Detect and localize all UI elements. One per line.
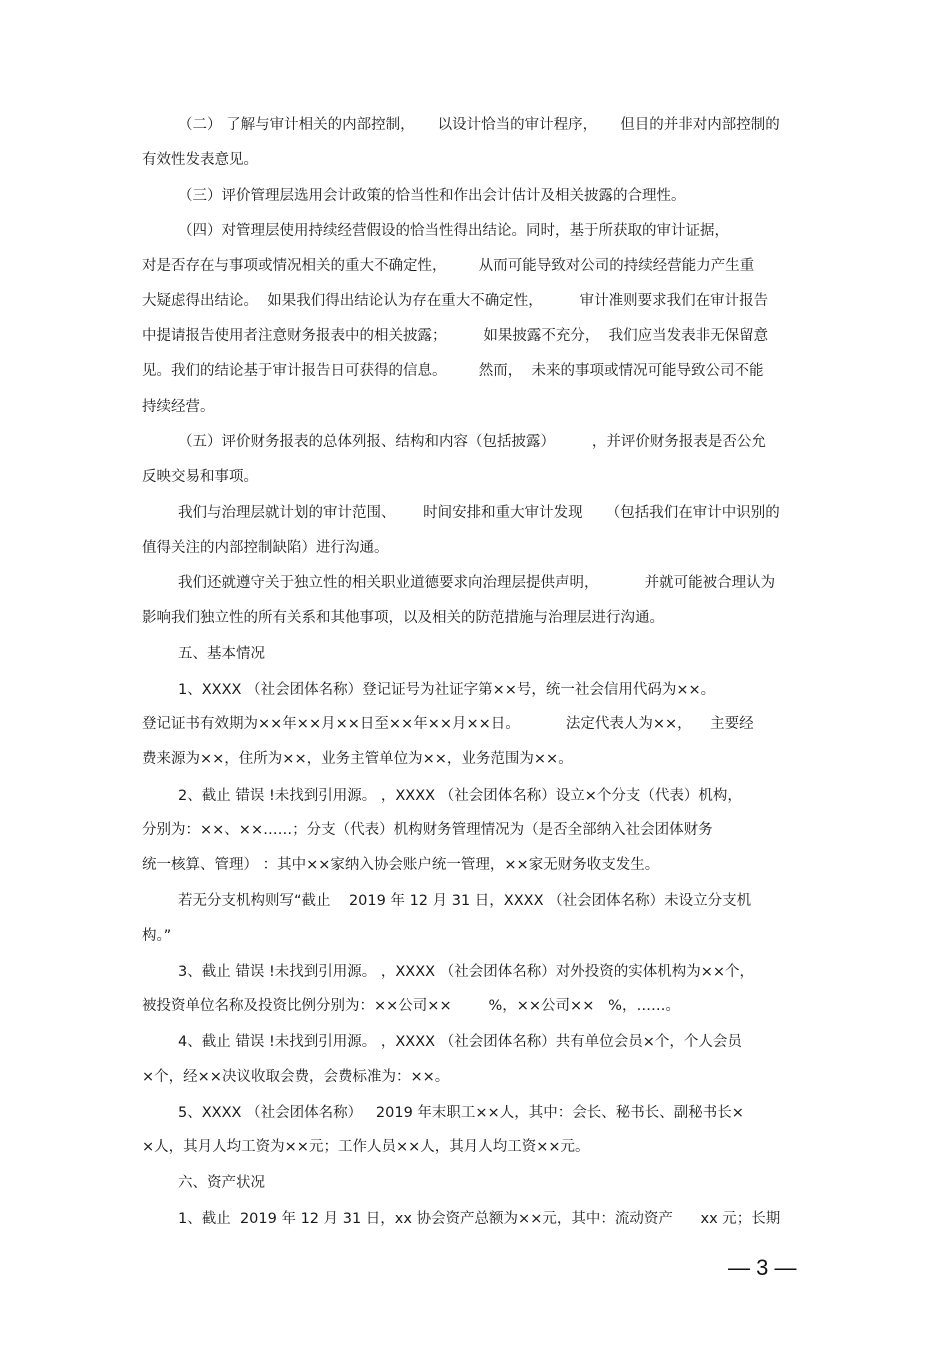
text-line: 若无分支机构则写“截止 2019 年 12 月 31 日，XXXX （社会团体名称）未设立分支机 <box>178 893 752 909</box>
text-line: 见。我们的结论基于审计报告日可获得的信息。 然而， 未来的事项或情况可能导致公司不能 <box>142 363 764 379</box>
text-line: 我们与治理层就计划的审计范围、 时间安排和重大审计发现 （包括我们在审计中识别的 <box>178 505 780 521</box>
text-line: 5、XXXX （社会团体名称） 2019 年末职工××人，其中：会长、秘书长、副秘书长× <box>178 1105 744 1121</box>
text-line: 1、截止 2019 年 12 月 31 日，xx 协会资产总额为××元，其中：流动资产 xx 元；长期 <box>178 1211 781 1227</box>
text-line: ×个，经××决议收取会费，会费标准为：××。 <box>142 1069 450 1085</box>
text-line: 有效性发表意见。 <box>142 152 258 168</box>
text-line: （二） 了解与审计相关的内部控制， 以设计恰当的审计程序， 但目的并非对内部控制的 <box>178 117 780 133</box>
text-line: 3、截止 错误 !未找到引用源。 ，XXXX （社会团体名称）对外投资的实体机构为××个， <box>178 964 755 980</box>
text-line: 费来源为××，住所为××，业务主管单位为××，业务范围为××。 <box>142 751 573 767</box>
text-line: 反映交易和事项。 <box>142 469 258 485</box>
page-number: — 3 — <box>728 1255 797 1280</box>
text-line: 值得关注的内部控制缺陷）进行沟通。 <box>142 540 389 556</box>
text-line: （五）评价财务报表的总体列报、结构和内容（包括披露） ，并评价财务报表是否公允 <box>178 434 766 450</box>
text-line: 对是否存在与事项或情况相关的重大不确定性， 从而可能导致对公司的持续经营能力产生重 <box>142 258 755 274</box>
text-line: 大疑虑得出结论。 如果我们得出结论认为存在重大不确定性， 审计准则要求我们在审计报告 <box>142 293 769 309</box>
text-line: 分别为：××、××……；分支（代表）机构财务管理情况为（是否全部纳入社会团体财务 <box>142 822 713 838</box>
text-line: 中提请报告使用者注意财务报表中的相关披露； 如果披露不充分， 我们应当发表非无保留意 <box>142 328 769 344</box>
section-heading: 五、基本情况 <box>178 646 265 662</box>
text-line: 影响我们独立性的所有关系和其他事项，以及相关的防范措施与治理层进行沟通。 <box>142 610 664 626</box>
text-line: 持续经营。 <box>142 399 215 415</box>
text-line: 登记证书有效期为××年××月××日至××年××月××日。 法定代表人为××， 主要经 <box>142 716 754 732</box>
section-heading: 六、资产状况 <box>178 1175 265 1191</box>
text-line: ×人，其月人均工资为××元；工作人员××人，其月人均工资××元。 <box>142 1139 590 1155</box>
text-line: 我们还就遵守关于独立性的相关职业道德要求向治理层提供声明， 并就可能被合理认为 <box>178 575 776 591</box>
text-line: 4、截止 错误 !未找到引用源。 ，XXXX （社会团体名称）共有单位会员×个，个人会员 <box>178 1034 742 1050</box>
text-line: （四）对管理层使用持续经营假设的恰当性得出结论。同时，基于所获取的审计证据， <box>178 223 729 239</box>
text-line: （三）评价管理层选用会计政策的恰当性和作出会计估计及相关披露的合理性。 <box>178 188 686 204</box>
text-line: 被投资单位名称及投资比例分别为：××公司×× %，××公司×× %，……。 <box>142 998 680 1014</box>
text-line: 2、截止 错误 !未找到引用源。 ，XXXX （社会团体名称）设立×个分支（代表）机构， <box>178 788 742 804</box>
text-line: 1、XXXX （社会团体名称）登记证号为社证字第××号，统一社会信用代码为××。 <box>178 682 716 698</box>
text-line: 构。” <box>142 928 172 944</box>
text-line: 统一核算、管理） ：其中××家纳入协会账户统一管理，××家无财务收支发生。 <box>142 857 660 873</box>
